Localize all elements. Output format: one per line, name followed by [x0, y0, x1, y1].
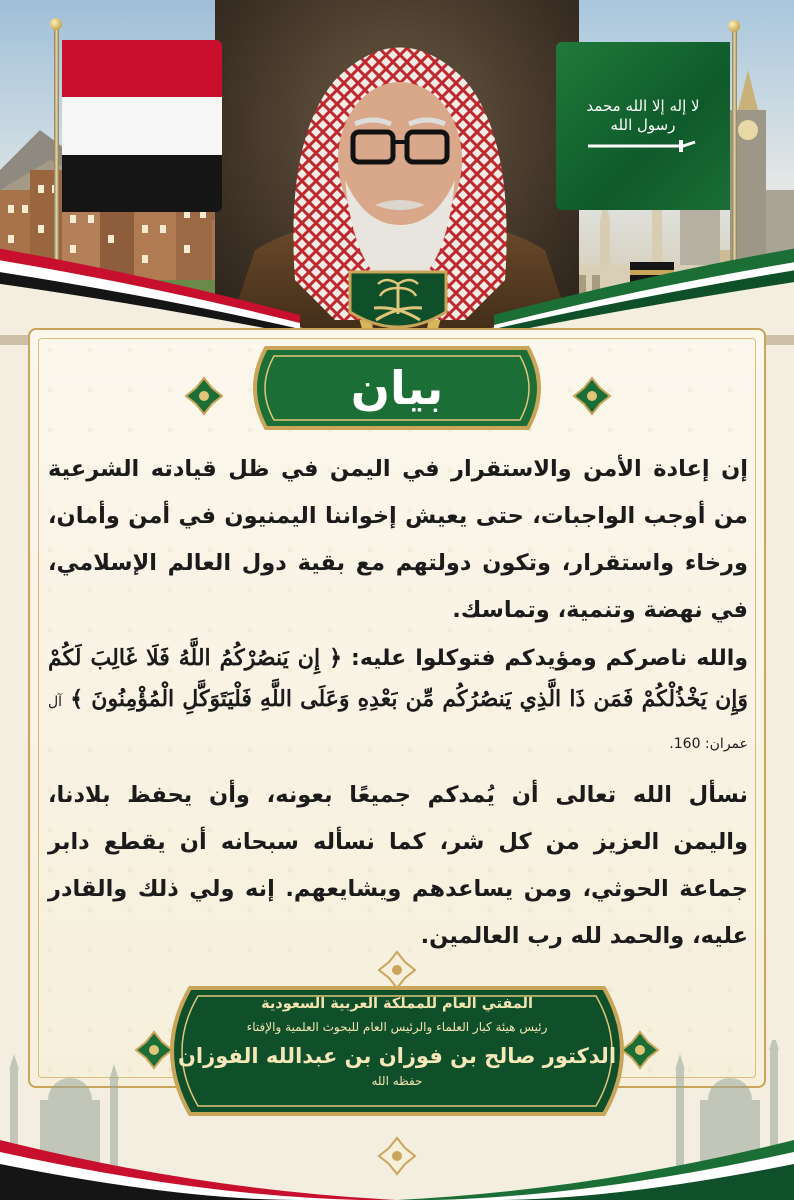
- signature-name: الدكتور صالح بن فوزان بن عبدالله الفوزان: [177, 1044, 617, 1068]
- sword-icon: [583, 136, 703, 156]
- signature-position: رئيس هيئة كبار العلماء والرئيس العام للبحوث العلمية والإفتاء: [246, 1020, 548, 1034]
- saudi-flag-shahada: لا إله إلا الله محمد رسول الله: [586, 96, 700, 134]
- gold-ornament-icon: [572, 376, 612, 416]
- header-banner: [0, 0, 794, 345]
- quran-verse: ﴿ إِن يَنصُرْكُمُ اللَّهُ فَلَا غَالِبَ لَكُمْ وَإِن يَخْذُلْكُمْ فَمَن ذَا الَّذِي يَنصُرُكُم مِّن بَعْدِهِ وَعَلَى اللَّهِ فَلْيَتَوَكَّلِ الْمُؤْمِنُونَ ﴾: [48, 645, 748, 712]
- statement-title: بيان: [350, 361, 444, 415]
- paragraph-security: إن إعادة الأمن والاستقرار في اليمن في ظل قيادته الشرعية من أوجب الواجبات، حتى يعيش إخواننا اليمنيون في أمن وأمان، ورخاء واستقرار، وتكون دولتهم مع بقية دول العالم الإسلامي، في نهضة وتنمية، وتماسك.: [48, 456, 748, 623]
- flag-pole-cap-left: [50, 18, 62, 30]
- verse-intro: والله ناصركم ومؤيدكم فتوكلوا عليه:: [351, 646, 749, 671]
- flag-pole-cap-right: [728, 20, 740, 32]
- signature-block: [170, 992, 624, 1088]
- saudi-ribbon: [484, 245, 794, 335]
- gold-ornament-icon: [184, 376, 224, 416]
- saudi-flag: [556, 42, 730, 210]
- yemen-flag: [62, 40, 222, 212]
- gold-ornament-icon: [134, 1030, 174, 1070]
- gold-ornament-icon: [620, 1030, 660, 1070]
- signature-closing: حفظه الله: [371, 1074, 423, 1088]
- statement-body: [48, 446, 748, 960]
- flag-pole-right: [732, 28, 737, 278]
- verse-reference: آل عمران: 160.: [48, 694, 748, 752]
- signature-title: المفتي العام للمملكة العربية السعودية: [261, 996, 533, 1012]
- paragraph-verse: [48, 638, 748, 764]
- paragraph-prayer: نسأل الله تعالى أن يُمدكم جميعًا بعونه، وأن يحفظ بلادنا، واليمن العزيز من كل شر، كما نسأله سبحانه أن يقطع دابر جماعة الحوثي، ومن يساعدهم ويشايعهم. إنه ولي ذلك والقادر عليه، والحمد لله رب العالمين.: [48, 782, 748, 949]
- yemen-ribbon: [0, 245, 310, 335]
